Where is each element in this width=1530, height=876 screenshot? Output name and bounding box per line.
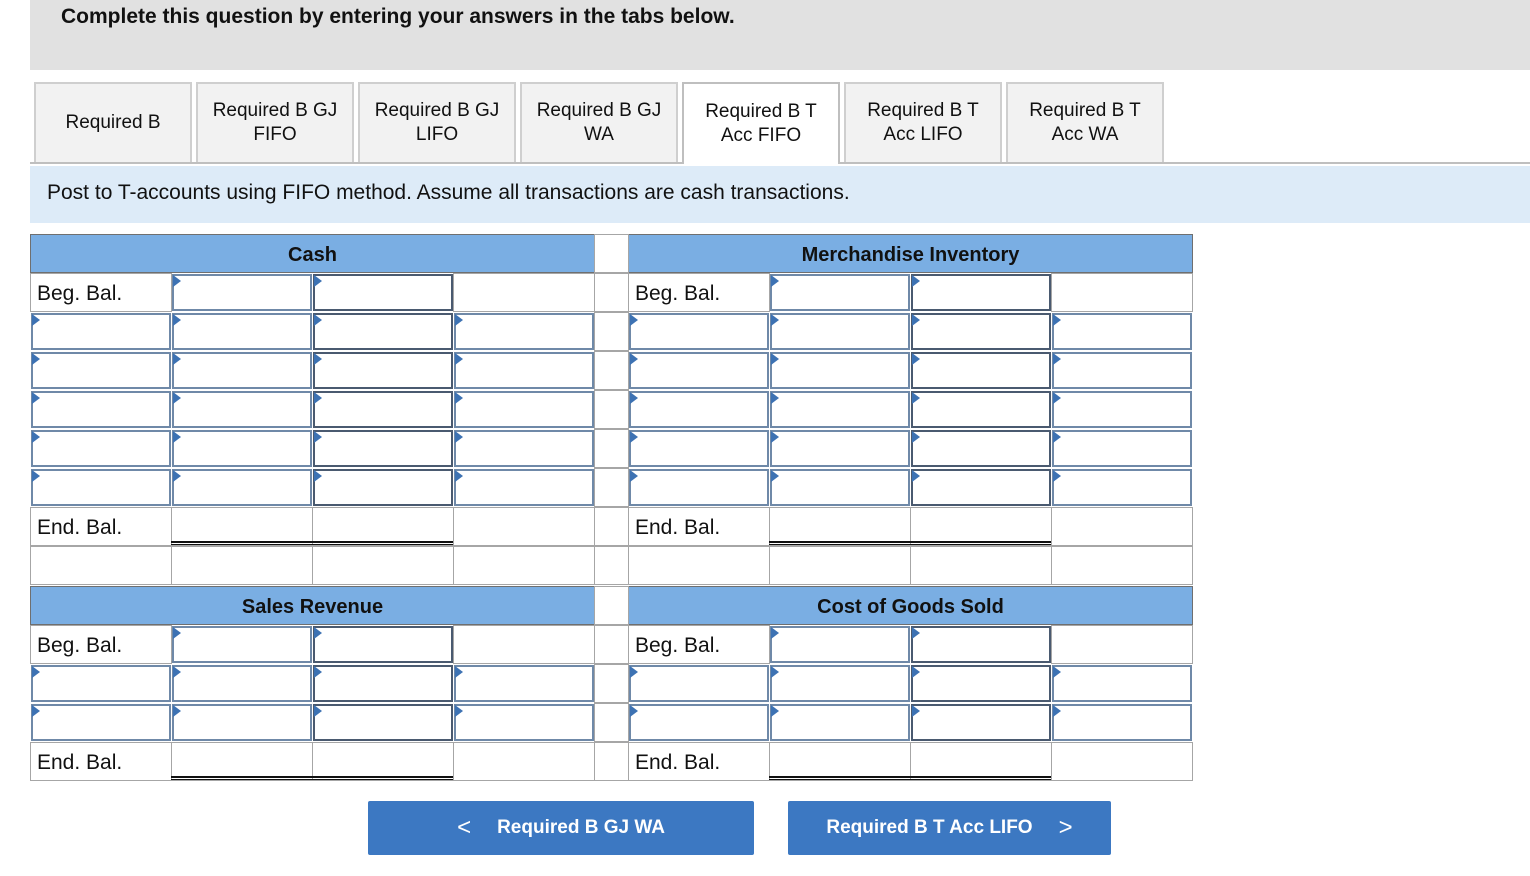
- next-tab-button[interactable]: [788, 801, 1111, 855]
- input-marker-icon: [455, 666, 463, 678]
- input-marker-icon: [314, 666, 322, 678]
- spacer-cell: [594, 742, 629, 781]
- amount-input[interactable]: [911, 313, 1051, 350]
- input-marker-icon: [912, 275, 920, 287]
- tab-required-b-t-acc-lifo[interactable]: [844, 82, 1002, 162]
- empty-cell: [312, 546, 454, 585]
- empty-cell: [1051, 546, 1193, 585]
- amount-input[interactable]: [172, 391, 312, 428]
- tab-required-b[interactable]: [34, 82, 192, 162]
- input-marker-icon: [173, 314, 181, 326]
- tab-label: Required B T Acc FIFO: [705, 101, 817, 146]
- empty-cell: [1051, 625, 1193, 664]
- account-title: Sales Revenue: [241, 596, 384, 618]
- input-marker-icon: [173, 666, 181, 678]
- input-marker-icon: [455, 705, 463, 717]
- amount-input[interactable]: [629, 704, 769, 741]
- instruction-panel: [30, 166, 1530, 223]
- amount-input[interactable]: [313, 626, 453, 663]
- empty-cell: [910, 546, 1052, 585]
- row-label: Beg. Bal.: [635, 282, 721, 305]
- input-marker-icon: [173, 353, 181, 365]
- input-marker-icon: [1053, 353, 1061, 365]
- empty-cell: [628, 546, 770, 585]
- input-marker-icon: [173, 431, 181, 443]
- spacer-cell: [594, 429, 629, 468]
- sales-row-label-end: [30, 742, 172, 781]
- input-marker-icon: [630, 705, 638, 717]
- spacer-cell: [594, 468, 629, 507]
- row-label: End. Bal.: [635, 516, 721, 539]
- merchandise-inventory-header: [628, 234, 1193, 273]
- amount-input[interactable]: [31, 469, 171, 506]
- amount-input[interactable]: [911, 391, 1051, 428]
- input-marker-icon: [1053, 705, 1061, 717]
- cogs-row-label-beg: [628, 625, 770, 664]
- amount-input[interactable]: [911, 665, 1051, 702]
- input-marker-icon: [630, 353, 638, 365]
- input-marker-icon: [630, 666, 638, 678]
- amount-input[interactable]: [313, 469, 453, 506]
- input-marker-icon: [1053, 314, 1061, 326]
- amount-input[interactable]: [1052, 313, 1192, 350]
- empty-cell: [1051, 507, 1193, 546]
- tab-label: Required B GJ FIFO: [212, 100, 338, 145]
- spacer-cell: [594, 312, 629, 351]
- input-marker-icon: [771, 353, 779, 365]
- input-marker-icon: [771, 314, 779, 326]
- instruction-text: Post to T-accounts using FIFO method. Assume all transactions are cash transactions.: [47, 181, 850, 204]
- row-label: End. Bal.: [635, 751, 721, 774]
- input-marker-icon: [314, 431, 322, 443]
- input-marker-icon: [1053, 392, 1061, 404]
- input-marker-icon: [32, 470, 40, 482]
- row-label: Beg. Bal.: [635, 634, 721, 657]
- amount-input[interactable]: [770, 313, 910, 350]
- amount-input[interactable]: [454, 469, 594, 506]
- amount-input[interactable]: [1052, 469, 1192, 506]
- input-marker-icon: [1053, 431, 1061, 443]
- next-tab-label: Required B T Acc LIFO: [826, 817, 1033, 838]
- amount-input[interactable]: [911, 704, 1051, 741]
- account-title: Cost of Goods Sold: [817, 596, 1004, 618]
- spacer-cell: [594, 273, 629, 312]
- amount-input[interactable]: [313, 430, 453, 467]
- amount-input[interactable]: [454, 352, 594, 389]
- amount-input[interactable]: [172, 704, 312, 741]
- cash-row-label-end: [30, 507, 172, 546]
- tab-required-b-gj-fifo[interactable]: [196, 82, 354, 162]
- amount-input[interactable]: [770, 665, 910, 702]
- amount-input[interactable]: [770, 430, 910, 467]
- input-marker-icon: [455, 314, 463, 326]
- chevron-left-icon: <: [457, 814, 472, 841]
- amount-input[interactable]: [313, 704, 453, 741]
- input-marker-icon: [32, 314, 40, 326]
- prev-tab-label: Required B GJ WA: [497, 817, 665, 838]
- cash-row-label-beg: [30, 273, 172, 312]
- prev-tab-button[interactable]: [368, 801, 754, 855]
- amount-input[interactable]: [31, 704, 171, 741]
- tab-bar: [30, 82, 1530, 164]
- empty-cell: [30, 546, 172, 585]
- double-underline: [769, 776, 1053, 780]
- input-marker-icon: [630, 392, 638, 404]
- input-marker-icon: [912, 666, 920, 678]
- amount-input[interactable]: [1052, 704, 1192, 741]
- cogs-header: [628, 586, 1193, 625]
- double-underline: [171, 541, 455, 545]
- amount-input[interactable]: [172, 274, 312, 311]
- amount-input[interactable]: [629, 665, 769, 702]
- input-marker-icon: [1053, 666, 1061, 678]
- amount-input[interactable]: [911, 274, 1051, 311]
- input-marker-icon: [771, 627, 779, 639]
- question-title: Complete this question by entering your answers in the tabs below.: [61, 5, 735, 28]
- cogs-row-label-end: [628, 742, 770, 781]
- input-marker-icon: [173, 627, 181, 639]
- row-label: Beg. Bal.: [37, 634, 123, 657]
- amount-input[interactable]: [770, 704, 910, 741]
- amount-input[interactable]: [911, 352, 1051, 389]
- tab-label: Required B T Acc LIFO: [867, 100, 979, 145]
- amount-input[interactable]: [911, 430, 1051, 467]
- amount-input[interactable]: [31, 352, 171, 389]
- amount-input[interactable]: [31, 430, 171, 467]
- amount-input[interactable]: [1052, 352, 1192, 389]
- input-marker-icon: [314, 392, 322, 404]
- spacer-cell: [594, 586, 629, 625]
- input-marker-icon: [455, 353, 463, 365]
- input-marker-icon: [455, 431, 463, 443]
- input-marker-icon: [771, 470, 779, 482]
- tab-label: Required B T Acc WA: [1029, 100, 1141, 145]
- amount-input[interactable]: [454, 704, 594, 741]
- input-marker-icon: [314, 470, 322, 482]
- spacer-cell: [594, 703, 629, 742]
- input-marker-icon: [912, 705, 920, 717]
- input-marker-icon: [1053, 470, 1061, 482]
- input-marker-icon: [314, 314, 322, 326]
- amount-input[interactable]: [172, 352, 312, 389]
- amount-input[interactable]: [172, 430, 312, 467]
- input-marker-icon: [630, 314, 638, 326]
- inventory-row-label-end: [628, 507, 770, 546]
- amount-input[interactable]: [172, 313, 312, 350]
- amount-input[interactable]: [454, 665, 594, 702]
- double-underline: [171, 776, 455, 780]
- tab-required-b-gj-wa[interactable]: [520, 82, 678, 162]
- double-underline: [769, 541, 1053, 545]
- sales-revenue-header: [30, 586, 595, 625]
- amount-input[interactable]: [172, 469, 312, 506]
- empty-cell: [453, 546, 595, 585]
- spacer-cell: [594, 664, 629, 703]
- input-marker-icon: [314, 275, 322, 287]
- input-marker-icon: [912, 392, 920, 404]
- amount-input[interactable]: [31, 391, 171, 428]
- sales-row-label-beg: [30, 625, 172, 664]
- empty-cell: [453, 742, 595, 781]
- spacer-cell: [594, 351, 629, 390]
- input-marker-icon: [314, 627, 322, 639]
- input-marker-icon: [32, 431, 40, 443]
- tab-label: Required B GJ LIFO: [374, 100, 500, 145]
- amount-input[interactable]: [629, 313, 769, 350]
- amount-input[interactable]: [454, 391, 594, 428]
- input-marker-icon: [32, 392, 40, 404]
- input-marker-icon: [455, 470, 463, 482]
- input-marker-icon: [912, 470, 920, 482]
- t-accounts-grid: [30, 234, 1193, 783]
- row-label: End. Bal.: [37, 751, 123, 774]
- amount-input[interactable]: [1052, 391, 1192, 428]
- account-title: Merchandise Inventory: [801, 244, 1020, 266]
- question-banner: [30, 0, 1530, 70]
- amount-input[interactable]: [313, 391, 453, 428]
- amount-input[interactable]: [911, 469, 1051, 506]
- amount-input[interactable]: [770, 626, 910, 663]
- row-label: Beg. Bal.: [37, 282, 123, 305]
- input-marker-icon: [771, 275, 779, 287]
- amount-input[interactable]: [313, 352, 453, 389]
- input-marker-icon: [32, 666, 40, 678]
- amount-input[interactable]: [31, 665, 171, 702]
- amount-input[interactable]: [313, 274, 453, 311]
- input-marker-icon: [771, 392, 779, 404]
- amount-input[interactable]: [770, 469, 910, 506]
- account-title: Cash: [288, 244, 337, 266]
- input-marker-icon: [173, 275, 181, 287]
- empty-cell: [1051, 273, 1193, 312]
- spacer-cell: [594, 390, 629, 429]
- amount-input[interactable]: [770, 352, 910, 389]
- row-label: End. Bal.: [37, 516, 123, 539]
- amount-input[interactable]: [454, 313, 594, 350]
- empty-cell: [1051, 742, 1193, 781]
- amount-input[interactable]: [629, 391, 769, 428]
- spacer-cell: [594, 234, 629, 273]
- amount-input[interactable]: [172, 626, 312, 663]
- chevron-right-icon: >: [1058, 814, 1073, 841]
- spacer-cell: [594, 625, 629, 664]
- input-marker-icon: [771, 705, 779, 717]
- amount-input[interactable]: [629, 469, 769, 506]
- input-marker-icon: [32, 353, 40, 365]
- input-marker-icon: [32, 705, 40, 717]
- empty-cell: [453, 625, 595, 664]
- input-marker-icon: [912, 353, 920, 365]
- empty-cell: [453, 507, 595, 546]
- empty-cell: [769, 546, 911, 585]
- amount-input[interactable]: [1052, 430, 1192, 467]
- amount-input[interactable]: [313, 313, 453, 350]
- amount-input[interactable]: [770, 274, 910, 311]
- amount-input[interactable]: [313, 665, 453, 702]
- input-marker-icon: [314, 705, 322, 717]
- spacer-cell: [594, 546, 629, 585]
- tab-label: Required B GJ WA: [536, 100, 662, 145]
- cash-account-header: [30, 234, 595, 273]
- input-marker-icon: [771, 431, 779, 443]
- input-marker-icon: [630, 431, 638, 443]
- tab-label: Required B: [65, 112, 161, 133]
- input-marker-icon: [912, 431, 920, 443]
- input-marker-icon: [912, 627, 920, 639]
- tab-required-b-gj-lifo[interactable]: [358, 82, 516, 162]
- amount-input[interactable]: [1052, 665, 1192, 702]
- input-marker-icon: [630, 470, 638, 482]
- amount-input[interactable]: [454, 430, 594, 467]
- input-marker-icon: [912, 314, 920, 326]
- amount-input[interactable]: [172, 665, 312, 702]
- amount-input[interactable]: [31, 313, 171, 350]
- amount-input[interactable]: [911, 626, 1051, 663]
- input-marker-icon: [314, 353, 322, 365]
- amount-input[interactable]: [629, 430, 769, 467]
- input-marker-icon: [173, 470, 181, 482]
- inventory-row-label-beg: [628, 273, 770, 312]
- input-marker-icon: [455, 392, 463, 404]
- input-marker-icon: [771, 666, 779, 678]
- amount-input[interactable]: [770, 391, 910, 428]
- input-marker-icon: [173, 392, 181, 404]
- tab-required-b-t-acc-fifo[interactable]: [682, 82, 840, 164]
- tab-required-b-t-acc-wa[interactable]: [1006, 82, 1164, 162]
- amount-input[interactable]: [629, 352, 769, 389]
- empty-cell: [453, 273, 595, 312]
- input-marker-icon: [173, 705, 181, 717]
- empty-cell: [171, 546, 313, 585]
- spacer-cell: [594, 507, 629, 546]
